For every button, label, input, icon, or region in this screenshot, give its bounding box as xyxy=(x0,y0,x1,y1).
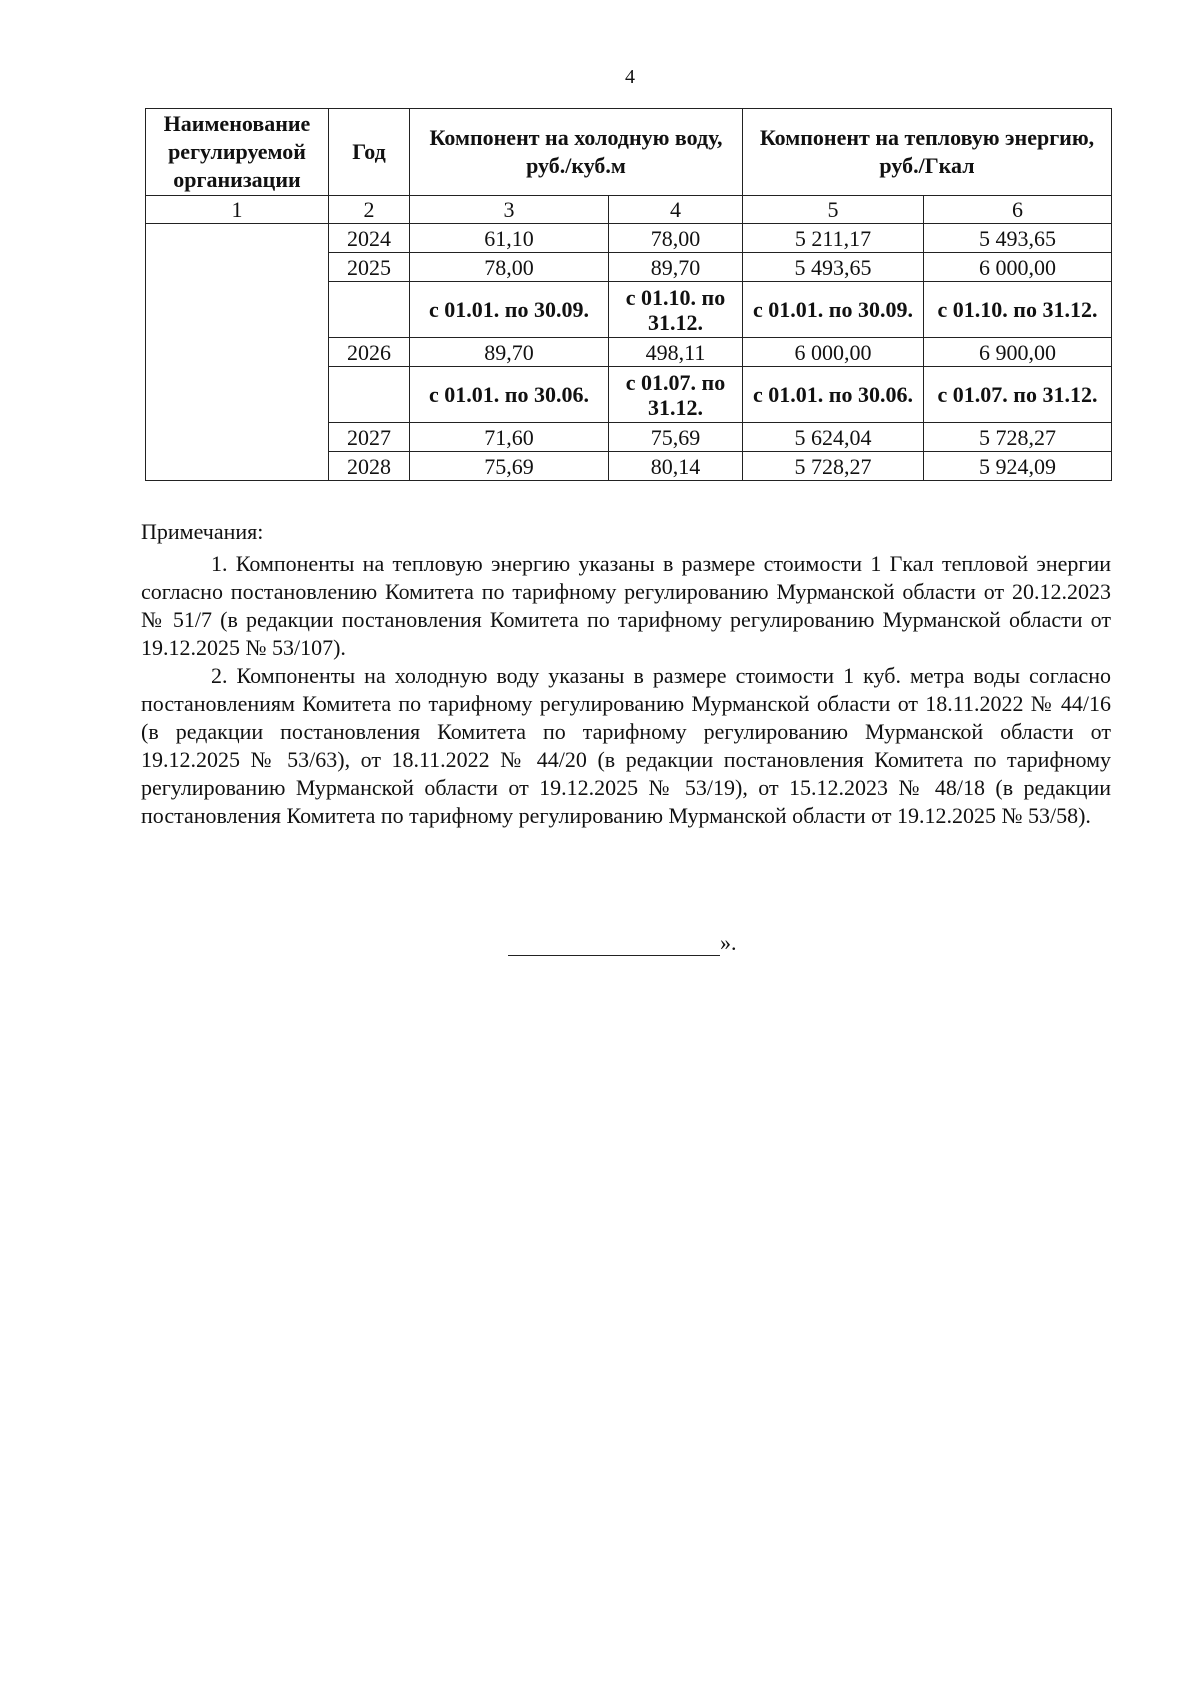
period-cell: с 01.10. по 31.12. xyxy=(609,282,743,338)
header-org: Наименование регулируемой организации xyxy=(146,109,329,196)
period-cell: с 01.10. по 31.12. xyxy=(924,282,1112,338)
heat-cell: 5 493,65 xyxy=(743,253,924,282)
table-header-row xyxy=(146,109,1112,196)
year-cell: 2027 xyxy=(329,423,410,452)
table-row xyxy=(146,224,1112,253)
header-year: Год xyxy=(329,109,410,196)
cold-water-cell: 61,10 xyxy=(410,224,609,253)
column-number: 5 xyxy=(743,196,924,224)
period-cell: с 01.01. по 30.09. xyxy=(743,282,924,338)
heat-cell: 6 900,00 xyxy=(924,338,1112,367)
period-cell: с 01.07. по 31.12. xyxy=(924,367,1112,423)
page-number: 4 xyxy=(625,66,635,88)
org-name-cell xyxy=(146,224,329,481)
notes-title: Примечания: xyxy=(141,519,264,544)
header-cold-water: Компонент на холодную воду, руб./куб.м xyxy=(410,109,743,196)
heat-cell: 5 728,27 xyxy=(924,423,1112,452)
cold-water-cell: 78,00 xyxy=(609,224,743,253)
heat-cell: 6 000,00 xyxy=(924,253,1112,282)
tariff-table xyxy=(145,108,1112,481)
cold-water-cell: 75,69 xyxy=(410,452,609,481)
period-cell: с 01.01. по 30.06. xyxy=(410,367,609,423)
cold-water-cell: 498,11 xyxy=(609,338,743,367)
year-cell: 2025 xyxy=(329,253,410,282)
note-item: 2. Компоненты на холодную воду указаны в размере стоимости 1 куб. метра воды согласно постановлениям Комитета по тарифному регулированию Мурманской области от 18.11.2022 № 44/16 (в редакции постановления Комитета по тарифному регулированию Мурманской области от 19.12.2025 № 53/63), от 18.11.2022 № 44/20 (в редакции постановления Комитета по тарифному регулированию Мурманской области от 19.12.2025 № 53/19), от 15.12.2023 № 48/18 (в редакции постановления Комитета по тарифному регулированию Мурманской области от 19.12.2025 № 53/58). xyxy=(141,663,1111,828)
column-number: 4 xyxy=(609,196,743,224)
cold-water-cell: 89,70 xyxy=(609,253,743,282)
column-number: 2 xyxy=(329,196,410,224)
cold-water-cell: 80,14 xyxy=(609,452,743,481)
heat-cell: 5 924,09 xyxy=(924,452,1112,481)
notes-section xyxy=(141,518,1111,830)
heat-cell: 5 624,04 xyxy=(743,423,924,452)
year-cell: 2026 xyxy=(329,338,410,367)
closing-line xyxy=(508,933,720,956)
period-cell: с 01.01. по 30.09. xyxy=(410,282,609,338)
cold-water-cell: 78,00 xyxy=(410,253,609,282)
note-item: 1. Компоненты на тепловую энергию указаны в размере стоимости 1 Гкал тепловой энергии согласно постановлению Комитета по тарифному регулированию Мурманской области от 20.12.2023 № 51/7 (в редакции постановления Комитета по тарифному регулированию Мурманской области от 19.12.2025 № 53/107). xyxy=(141,551,1111,660)
column-number: 1 xyxy=(146,196,329,224)
year-cell xyxy=(329,367,410,423)
year-cell: 2028 xyxy=(329,452,410,481)
column-number: 6 xyxy=(924,196,1112,224)
heat-cell: 5 493,65 xyxy=(924,224,1112,253)
year-cell: 2024 xyxy=(329,224,410,253)
year-cell xyxy=(329,282,410,338)
cold-water-cell: 89,70 xyxy=(410,338,609,367)
cold-water-cell: 71,60 xyxy=(410,423,609,452)
period-cell: с 01.07. по 31.12. xyxy=(609,367,743,423)
heat-cell: 5 728,27 xyxy=(743,452,924,481)
closing-mark xyxy=(508,930,737,956)
header-heat: Компонент на тепловую энергию, руб./Гкал xyxy=(743,109,1112,196)
heat-cell: 6 000,00 xyxy=(743,338,924,367)
column-number: 3 xyxy=(410,196,609,224)
closing-quote: ». xyxy=(720,930,737,955)
period-cell: с 01.01. по 30.06. xyxy=(743,367,924,423)
cold-water-cell: 75,69 xyxy=(609,423,743,452)
column-number-row xyxy=(146,196,1112,224)
heat-cell: 5 211,17 xyxy=(743,224,924,253)
